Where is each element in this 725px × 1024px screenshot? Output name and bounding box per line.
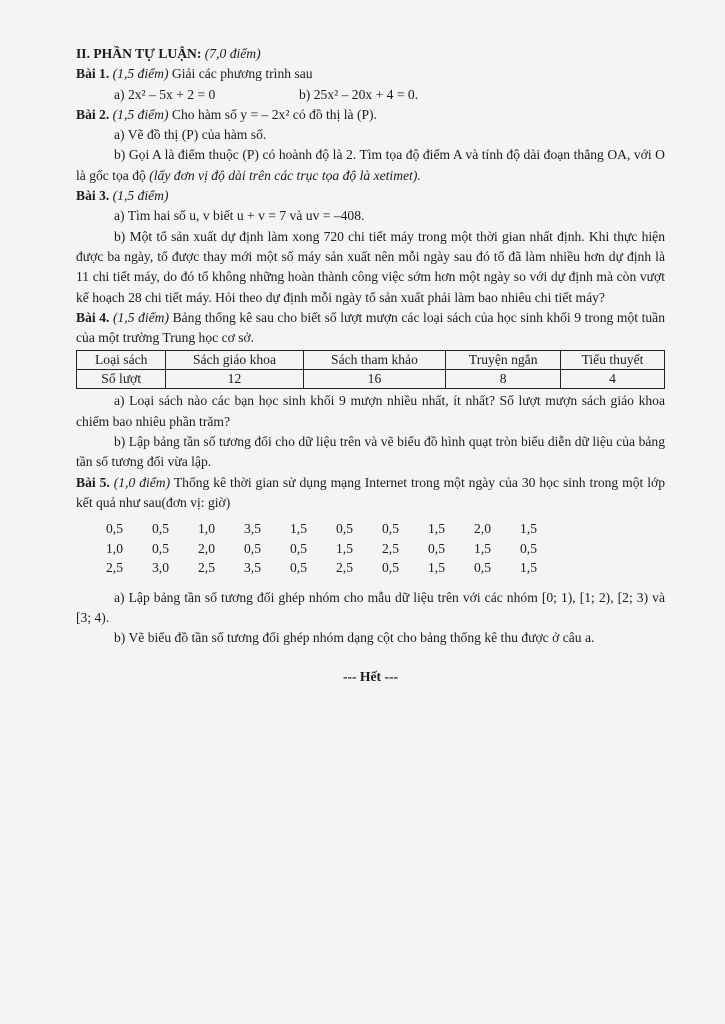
section-heading <box>76 44 665 64</box>
bai4-points: (1,5 điểm) <box>112 309 170 325</box>
bai5-label: Bài 5. <box>76 474 110 490</box>
bai2-b-note: (lấy đơn vị độ dài trên các trục tọa độ là xetimet). <box>149 167 421 183</box>
section-points: (7,0 điểm) <box>204 46 261 61</box>
bai2-points: (1,5 điểm) <box>112 106 169 122</box>
table-header-row <box>77 351 665 370</box>
data-cell: 1,0 <box>198 521 215 537</box>
table-header-cell: Tiểu thuyết <box>560 351 664 370</box>
bai2-b-text: b) Gọi A là điểm thuộc (P) có hoành độ là 2. Tìm tọa độ điểm A và tính độ dài đoạn thẳng OA, với O là gốc tọa độ <box>76 147 665 183</box>
bai1-heading <box>76 64 665 84</box>
data-cell: 1,5 <box>290 521 307 537</box>
bai1-a: a) 2x² – 5x + 2 = 0 <box>114 86 216 102</box>
data-cell: 2,5 <box>198 560 215 576</box>
table-header-cell: Truyện ngắn <box>446 351 561 370</box>
book-loan-table <box>76 350 665 389</box>
bai2-b <box>76 145 665 186</box>
bai5-text: Thống kê thời gian sử dụng mạng Internet trong một ngày của 30 học sinh trong một lớp kết quả như sau(đơn vị: giờ) <box>76 474 666 510</box>
data-cell: 0,5 <box>290 540 307 556</box>
data-cell: 0,5 <box>382 560 399 576</box>
bai1-points: (1,5 điểm) <box>112 66 169 82</box>
bai2-text: Cho hàm số y = – 2x² có đồ thị là (P). <box>171 106 377 122</box>
bai3-heading <box>76 186 665 206</box>
bai3-label: Bài 3. <box>76 188 110 204</box>
bai4-text: Bảng thống kê sau cho biết số lượt mượn các loại sách của học sinh khối 9 trong một tuần của một trường Trung học cơ sở. <box>76 309 665 346</box>
table-cell: 8 <box>446 370 561 389</box>
data-cell: 0,5 <box>474 560 491 576</box>
end-marker: --- Hết --- <box>342 668 399 684</box>
data-cell: 1,5 <box>428 521 445 537</box>
data-cell: 0,5 <box>152 540 169 556</box>
data-cell: 0,5 <box>428 540 445 556</box>
data-cell: 1,0 <box>106 540 123 556</box>
data-cell: 3,5 <box>244 560 261 576</box>
data-cell: 2,0 <box>474 521 491 537</box>
data-cell: 1,5 <box>428 560 445 576</box>
internet-time-data <box>106 519 566 578</box>
data-cell: 2,0 <box>198 540 215 556</box>
data-cell: 1,5 <box>336 540 353 556</box>
data-row <box>106 558 566 578</box>
data-cell: 2,5 <box>336 560 353 576</box>
table-header-cell: Sách giáo khoa <box>166 351 303 370</box>
bai3-points: (1,5 điểm) <box>112 188 169 204</box>
data-cell: 0,5 <box>106 521 123 537</box>
data-row <box>106 519 566 539</box>
data-cell: 2,5 <box>382 540 399 556</box>
bai5-points: (1,0 điểm) <box>113 474 171 490</box>
data-cell: 1,5 <box>474 540 491 556</box>
section-title: II. PHẦN TỰ LUẬN: <box>76 46 202 61</box>
data-cell: 0,5 <box>244 540 261 556</box>
bai5-heading <box>76 473 665 514</box>
table-cell: 4 <box>560 370 664 389</box>
bai3-b: b) Một tổ sản xuất dự định làm xong 720 chi tiết máy trong một thời gian nhất định. Khi thực hiện được ba ngày, tổ được thay mới một số máy sản xuất nên mỗi ngày sau đó tổ đã làm nhiều hơn dự định là 11 chi tiết máy, do đó tổ không những hoàn thành công việc sớm hơn một ngày so với dự định mà còn vượt kế hoạch 28 chi tiết máy. Hỏi theo dự định mỗi ngày tổ sản xuất phải làm bao nhiêu chi tiết máy? <box>76 228 665 305</box>
bai4-heading <box>76 308 665 349</box>
table-header-cell: Loại sách <box>77 351 166 370</box>
bai5-a: a) Lập bảng tần số tương đối ghép nhóm cho mẫu dữ liệu trên với các nhóm [0; 1), [1; 2), [2; 3) và [3; 4). <box>76 589 665 626</box>
bai2-heading <box>76 105 665 125</box>
bai4-label: Bài 4. <box>76 309 110 325</box>
bai1-parts <box>76 85 665 105</box>
bai4-b: b) Lập bảng tần số tương đối cho dữ liệu trên và vẽ biểu đồ hình quạt tròn biểu diễn dữ liệu của bảng tần số tương đối vừa lập. <box>76 434 665 470</box>
data-cell: 0,5 <box>152 521 169 537</box>
bai5-b: b) Vẽ biểu đồ tần số tương đối ghép nhóm dạng cột cho bảng thống kê thu được ở câu a. <box>114 630 595 646</box>
bai2-label: Bài 2. <box>76 106 110 122</box>
data-cell: 3,0 <box>152 560 169 576</box>
table-row <box>77 370 665 389</box>
table-header-cell: Sách tham khảo <box>303 351 446 370</box>
bai1-b: b) 25x² – 20x + 4 = 0. <box>299 86 419 102</box>
bai1-text: Giải các phương trình sau <box>171 66 313 82</box>
table-cell: 12 <box>166 370 303 389</box>
data-cell: 0,5 <box>520 540 537 556</box>
table-cell: Số lượt <box>77 370 166 389</box>
data-cell: 3,5 <box>244 521 261 537</box>
data-cell: 0,5 <box>290 560 307 576</box>
bai3-a: a) Tìm hai số u, v biết u + v = 7 và uv = –408. <box>114 208 365 224</box>
data-cell: 2,5 <box>106 560 123 576</box>
bai2-a: a) Vẽ đồ thị (P) của hàm số. <box>114 127 267 143</box>
bai1-label: Bài 1. <box>76 66 110 82</box>
table-cell: 16 <box>303 370 446 389</box>
data-cell: 0,5 <box>336 521 353 537</box>
data-cell: 1,5 <box>520 521 537 537</box>
data-row <box>106 539 566 559</box>
data-cell: 1,5 <box>520 560 537 576</box>
data-cell: 0,5 <box>382 521 399 537</box>
bai4-a: a) Loại sách nào các bạn học sinh khối 9 mượn nhiều nhất, ít nhất? Số lượt mượn sách giáo khoa chiếm bao nhiêu phần trăm? <box>76 393 665 429</box>
